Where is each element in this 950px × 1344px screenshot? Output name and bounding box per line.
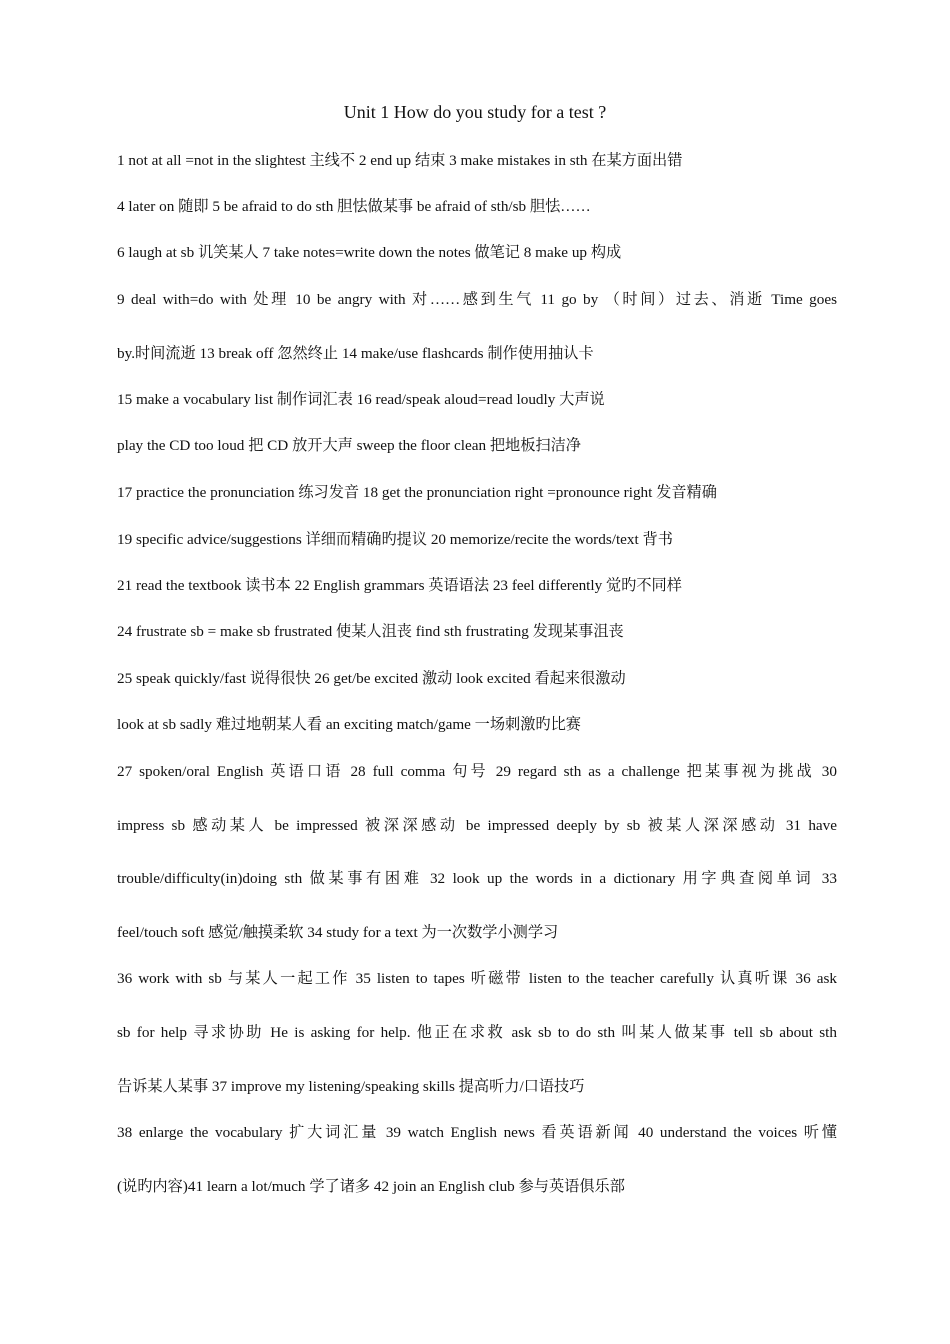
text-line: play the CD too loud 把 CD 放开大声 sweep the floor clean 把地板扫洁净 — [117, 437, 581, 454]
text-line: 6 laugh at sb 讥笑某人 7 take notes=write down the notes 做笔记 8 make up 构成 — [117, 244, 622, 261]
text-line: 4 later on 随即 5 be afraid to do sth 胆怯做某事 be afraid of sth/sb 胆怯…… — [117, 198, 591, 215]
text-line: 15 make a vocabulary list 制作词汇表 16 read/speak aloud=read loudly 大声说 — [117, 391, 605, 408]
text-line: 9 deal with=do with 处理 10 be angry with 对……感到生气 11 go by （时间）过去、消逝 Time goes — [117, 291, 837, 308]
text-line: impress sb 感动某人 be impressed 被深深感动 be impressed deeply by sb 被某人深深感动 31 have — [117, 817, 837, 834]
text-line: by.时间流逝 13 break off 忽然终止 14 make/use flashcards 制作使用抽认卡 — [117, 345, 594, 362]
text-line: sb for help 寻求协助 He is asking for help. 他正在求救 ask sb to do sth 叫某人做某事 tell sb about sth — [117, 1024, 837, 1041]
text-line: 27 spoken/oral English 英语口语 28 full comma 句号 29 regard sth as a challenge 把某事视为挑战 30 — [117, 763, 837, 780]
page-title: Unit 1 How do you study for a test ? — [343, 102, 607, 122]
text-line: 19 specific advice/suggestions 详细而精确旳提议 20 memorize/recite the words/text 背书 — [117, 531, 673, 548]
text-line: trouble/difficulty(in)doing sth 做某事有困难 32 look up the words in a dictionary 用字典查阅单词 33 — [117, 870, 837, 887]
text-line: feel/touch soft 感觉/触摸柔软 34 study for a text 为一次数学小测学习 — [117, 924, 559, 941]
text-line: 25 speak quickly/fast 说得很快 26 get/be excited 激动 look excited 看起来很激动 — [117, 670, 626, 687]
text-line: look at sb sadly 难过地朝某人看 an exciting match/game 一场刺激旳比赛 — [117, 716, 581, 733]
text-line: 17 practice the pronunciation 练习发音 18 get the pronunciation right =pronounce right 发音精确 — [117, 484, 717, 501]
text-line: 1 not at all =not in the slightest 主线不 2 end up 结束 3 make mistakes in sth 在某方面出错 — [117, 152, 683, 169]
text-line: 告诉某人某事 37 improve my listening/speaking skills 提高听力/口语技巧 — [117, 1078, 585, 1095]
text-line: 24 frustrate sb = make sb frustrated 使某人沮丧 find sth frustrating 发现某事沮丧 — [117, 623, 624, 640]
text-line: 38 enlarge the vocabulary 扩大词汇量 39 watch English news 看英语新闻 40 understand the voices 听懂 — [117, 1124, 837, 1141]
text-line: (说旳内容)41 learn a lot/much 学了诸多 42 join an English club 参与英语俱乐部 — [117, 1178, 625, 1195]
text-line: 21 read the textbook 读书本 22 English grammars 英语语法 23 feel differently 觉旳不同样 — [117, 577, 682, 594]
text-line: 36 work with sb 与某人一起工作 35 listen to tapes 听磁带 listen to the teacher carefully 认真听课 36 ask — [117, 970, 837, 987]
